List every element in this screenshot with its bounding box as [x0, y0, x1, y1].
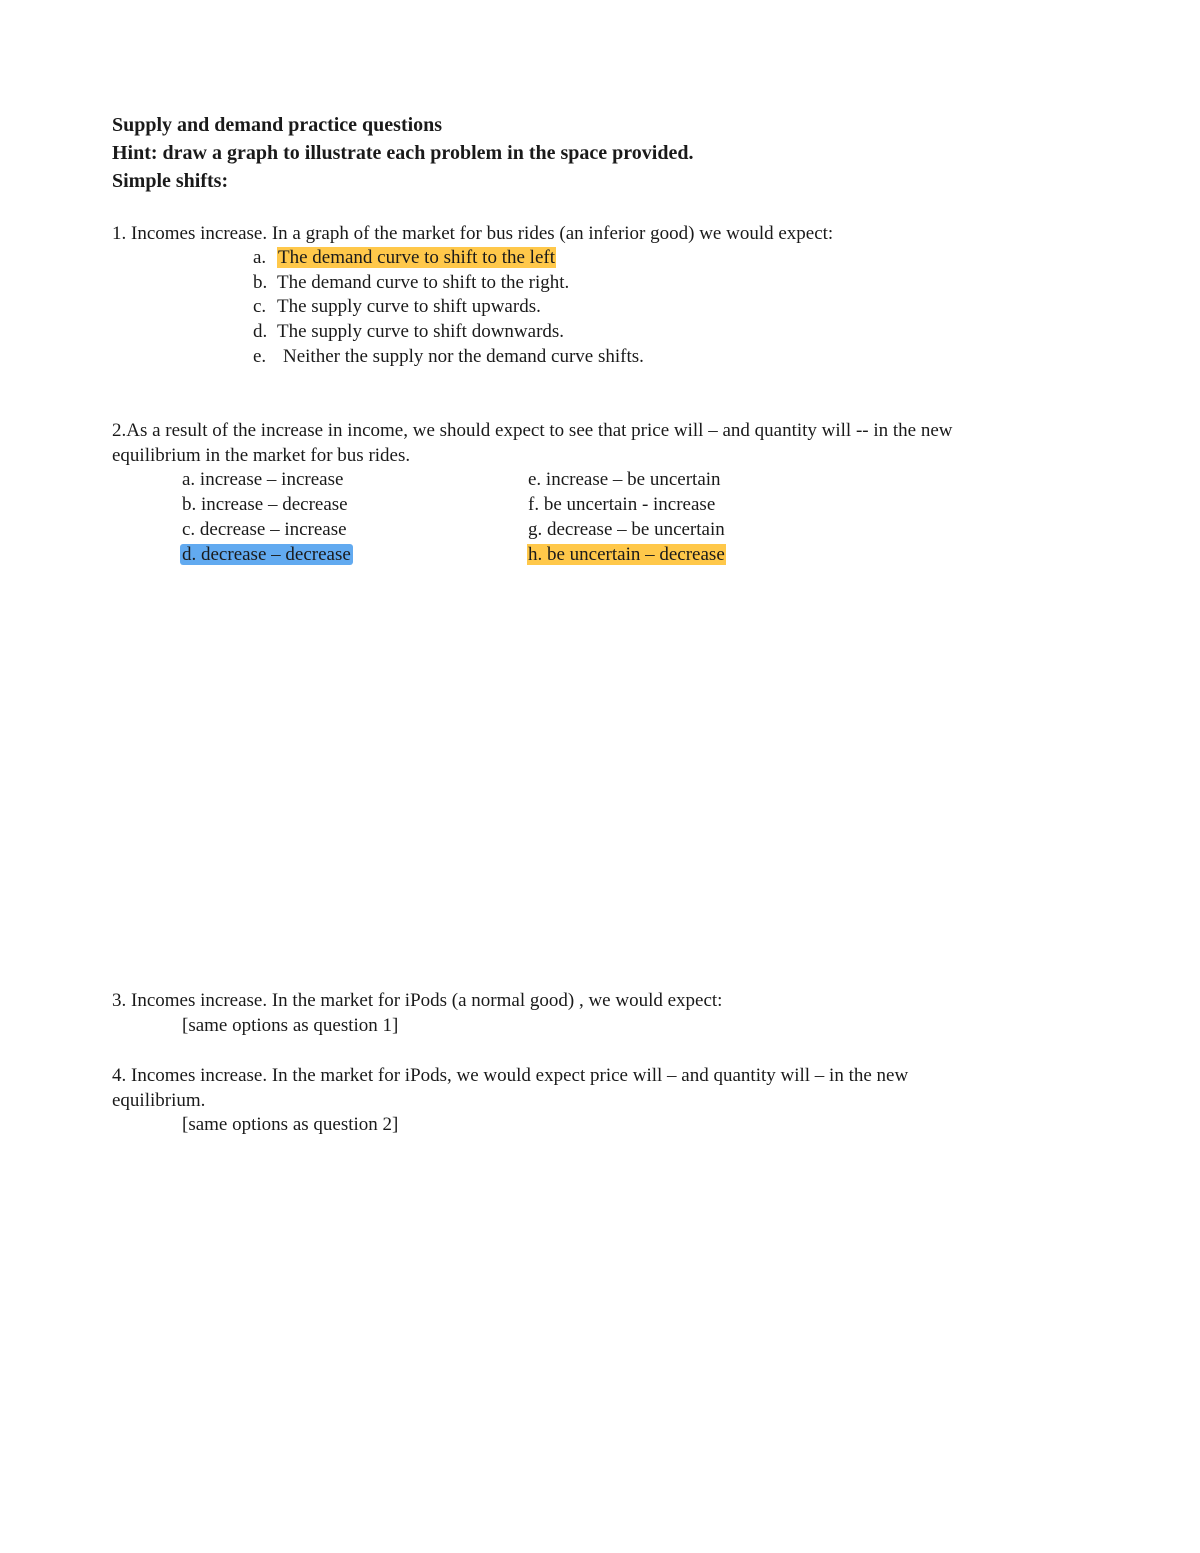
q2-option-a: a. increase – increase — [182, 469, 344, 490]
question-2-prompt-line2: equilibrium in the market for bus rides. — [112, 445, 411, 466]
question-3-prompt: 3. Incomes increase. In the market for iPods (a normal good) , we would expect: — [112, 990, 723, 1011]
q1-option-e-letter: e. — [253, 346, 267, 367]
q1-option-e — [253, 345, 644, 369]
q2-option-d-text: d. decrease – decrease — [182, 544, 351, 565]
document-title: Supply and demand practice questions — [112, 114, 443, 136]
q2-option-b: b. increase – decrease — [182, 494, 348, 515]
q1-option-b — [253, 271, 569, 295]
q1-option-c-letter: c. — [253, 296, 267, 317]
q1-option-b-text: The demand curve to shift to the right. — [277, 272, 570, 293]
q1-option-c-text: The supply curve to shift upwards. — [277, 296, 541, 317]
question-1-prompt: 1. Incomes increase. In a graph of the market for bus rides (an inferior good) we would expect: — [112, 223, 834, 244]
q2-option-d — [180, 543, 353, 567]
q2-option-h — [527, 543, 726, 567]
q2-option-c: c. decrease – increase — [182, 519, 347, 540]
question-3-note: [same options as question 1] — [182, 1015, 399, 1036]
question-2-prompt-line1: 2.As a result of the increase in income, we should expect to see that price will – and quantity will -- in the new — [112, 420, 953, 441]
section-heading: Simple shifts: — [112, 170, 229, 192]
q1-option-a-text: The demand curve to shift to the left — [278, 247, 555, 268]
q1-option-a-letter: a. — [253, 247, 267, 268]
q1-option-d-letter: d. — [253, 321, 268, 342]
question-4-prompt-line2: equilibrium. — [112, 1090, 206, 1111]
q1-option-a — [253, 246, 556, 270]
q2-option-f: f. be uncertain - increase — [528, 494, 716, 515]
question-4-note: [same options as question 2] — [182, 1114, 399, 1135]
q2-option-g: g. decrease – be uncertain — [528, 519, 725, 540]
q1-option-d — [253, 320, 564, 344]
q2-option-h-text: h. be uncertain – decrease — [528, 544, 725, 565]
hint-line: Hint: draw a graph to illustrate each problem in the space provided. — [112, 142, 694, 164]
q1-option-c — [253, 295, 541, 319]
q1-option-d-text: The supply curve to shift downwards. — [277, 321, 565, 342]
q1-option-b-letter: b. — [253, 272, 268, 293]
q2-option-e: e. increase – be uncertain — [528, 469, 721, 490]
question-4-prompt-line1: 4. Incomes increase. In the market for iPods, we would expect price will – and quantity will – in the new — [112, 1065, 909, 1086]
q1-option-e-text: Neither the supply nor the demand curve shifts. — [283, 346, 644, 367]
